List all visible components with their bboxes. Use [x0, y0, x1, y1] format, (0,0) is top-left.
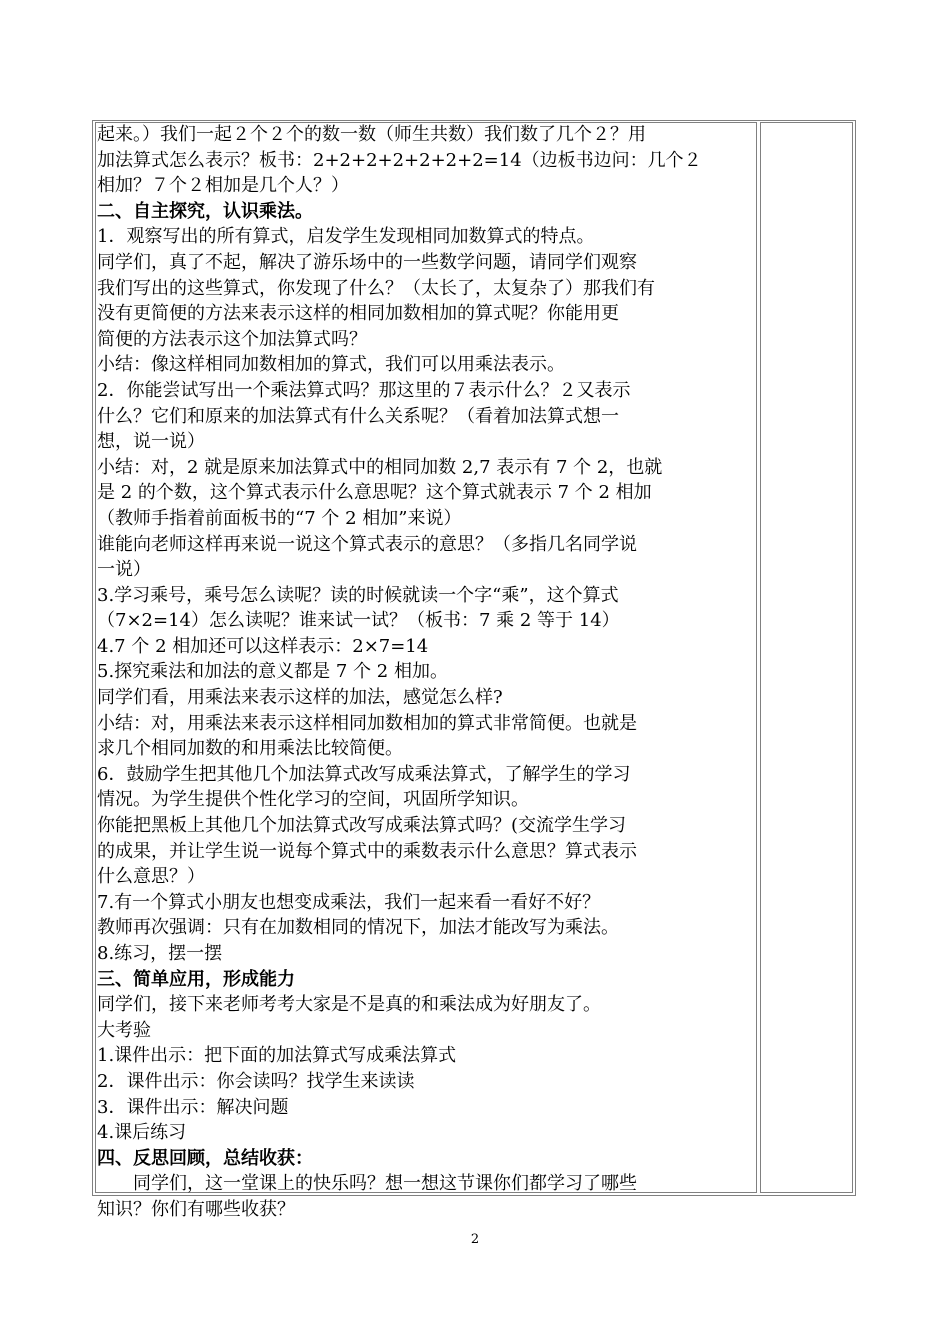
text-line: 小结：对，2 就是原来加法算式中的相同加数 2,7 表示有 7 个 2，也就 — [97, 456, 663, 478]
text-line: 想，说一说） — [97, 431, 205, 453]
text-line: 什么？它们和原来的加法算式有什么关系呢？（看着加法算式想一 — [97, 405, 619, 427]
text-line: 的成果，并让学生说一说每个算式中的乘数表示什么意思？算式表示 — [97, 840, 637, 862]
text-line: 什么意思？） — [97, 866, 205, 888]
notes-cell — [760, 122, 853, 1193]
section-heading: 四、反思回顾，总结收获： — [97, 1147, 313, 1169]
text-line: 1.课件出示：把下面的加法算式写成乘法算式 — [97, 1045, 457, 1067]
text-line: 教师再次强调：只有在加数相同的情况下，加法才能改写为乘法。 — [97, 917, 619, 939]
text-line: 8.练习，摆一摆 — [97, 943, 223, 964]
text-line: （教师手指着前面板书的“7 个 2 相加”来说） — [97, 507, 462, 529]
page-number: 2 — [470, 1232, 480, 1247]
section-heading: 二、自主探究，认识乘法。 — [97, 200, 313, 222]
text-line: 相加？７个２相加是几个人？） — [97, 175, 349, 197]
text-line: 6．鼓励学生把其他几个加法算式改写成乘法算式，了解学生的学习 — [97, 763, 631, 785]
text-line: 2．课件出示：你会读吗？找学生来读读 — [97, 1070, 415, 1092]
text-line: 2．你能尝试写出一个乘法算式吗？那这里的７表示什么？２又表示 — [97, 379, 631, 401]
text-line: 1．观察写出的所有算式，启发学生发现相同加数算式的特点。 — [97, 226, 595, 248]
text-line: 没有更简便的方法来表示这样的相同加数相加的算式呢？你能用更 — [97, 303, 619, 325]
text-line: 起来。）我们一起２个２个的数一数（师生共数）我们数了几个２？用 — [97, 124, 646, 145]
text-line: 7.有一个算式小朋友也想变成乘法，我们一起来看一看好不好？ — [97, 891, 601, 913]
text-line: 4.7 个 2 相加还可以这样表示：2×7=14 — [97, 635, 429, 657]
text-line: 同学们看，用乘法来表示这样的加法，感觉怎么样? — [97, 687, 503, 709]
section-heading: 三、简单应用，形成能力 — [97, 968, 295, 990]
lesson-text — [97, 122, 757, 1223]
text-line: 3.学习乘号，乘号怎么读呢？读的时候就读一个字“乘”，这个算式 — [97, 584, 619, 606]
text-line: 你能把黑板上其他几个加法算式改写成乘法算式吗？(交流学生学习 — [97, 815, 627, 837]
text-line: 是 2 的个数，这个算式表示什么意思呢？这个算式就表示 7 个 2 相加 — [97, 482, 652, 504]
text-line: 情况。为学生提供个性化学习的空间，巩固所学知识。 — [97, 789, 529, 811]
text-line: 小结：像这样相同加数相加的算式，我们可以用乘法表示。 — [97, 354, 565, 376]
text-line: 求几个相同加数的和用乘法比较简便。 — [97, 738, 403, 760]
text-line: 谁能向老师这样再来说一说这个算式表示的意思？（多指几名同学说 — [97, 533, 637, 555]
text-line: 同学们，这一堂课上的快乐吗？想一想这节课你们都学习了哪些 — [133, 1173, 637, 1195]
text-line: 大考验 — [97, 1019, 151, 1041]
text-line: 4.课后练习 — [97, 1122, 187, 1144]
text-line: 3．课件出示：解决问题 — [97, 1096, 289, 1118]
text-line: 同学们，接下来老师考考大家是不是真的和乘法成为好朋友了。 — [97, 994, 601, 1016]
text-line: 5.探究乘法和加法的意义都是 7 个 2 相加。 — [97, 661, 448, 683]
text-line: （7×2=14）怎么读呢？谁来试一试？（板书：7 乘 2 等于 14） — [97, 610, 620, 632]
text-line: 一说） — [97, 559, 151, 581]
text-line: 知识？你们有哪些收获？ — [97, 1198, 295, 1220]
text-line: 同学们，真了不起，解决了游乐场中的一些数学问题，请同学们观察 — [97, 251, 637, 273]
text-line: 简便的方法表示这个加法算式吗？ — [97, 328, 367, 350]
text-line: 加法算式怎么表示？板书：2+2+2+2+2+2+2=14（边板书边问：几个２ — [97, 149, 702, 171]
text-line: 小结：对，用乘法来表示这样相同加数相加的算式非常简便。也就是 — [97, 712, 637, 734]
text-line: 我们写出的这些算式，你发现了什么？（太长了，太复杂了）那我们有 — [97, 277, 655, 299]
